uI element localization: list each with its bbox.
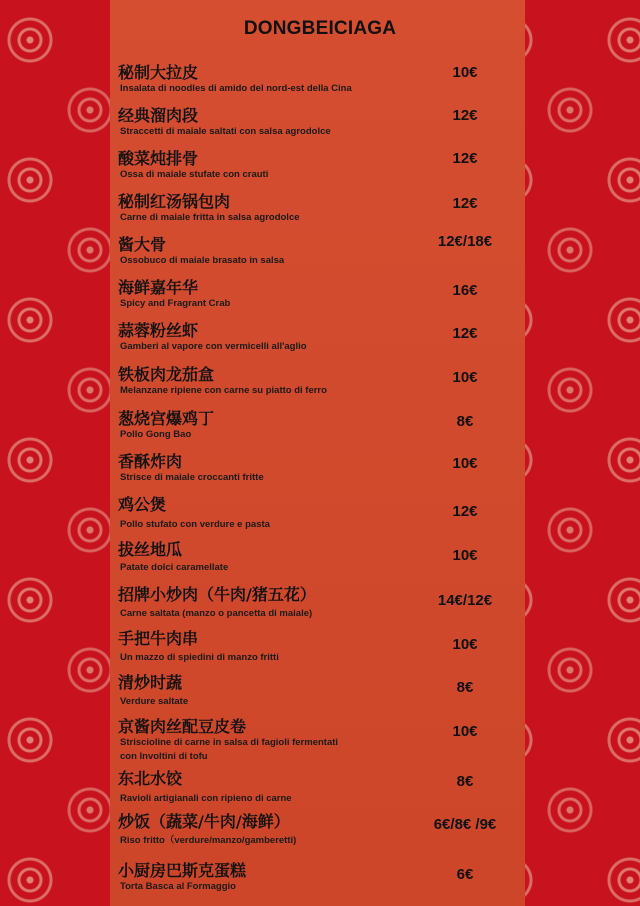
dish-price: 8€	[456, 679, 474, 696]
dish-name-zh: 海鲜嘉年华	[118, 278, 199, 297]
dish-name-it: Pollo stufato con verdure e pasta	[120, 519, 270, 530]
dish-price: 6€	[456, 866, 474, 883]
dish-name-it: Striscioline di carne in salsa di fagioli fermentati	[120, 737, 339, 748]
dish-name-zh: 秘制红汤锅包肉	[118, 192, 231, 211]
dish-price: 12€	[452, 107, 478, 124]
dish-name-it: Strisce di maiale croccanti fritte	[120, 472, 264, 483]
dish-name-zh: 东北水饺	[118, 769, 183, 788]
dish-name-it: Torta Basca al Formaggio	[120, 881, 236, 892]
dish-price: 10€	[452, 455, 478, 472]
dish-name-it: Melanzane ripiene con carne su piatto di ferro	[120, 385, 327, 396]
dish-name-it: Un mazzo di spiedini di manzo fritti	[120, 652, 279, 663]
dish-name-zh: 鸡公煲	[118, 495, 167, 514]
dish-price: 12€	[452, 325, 478, 342]
dish-name-it: Ravioli artigianali con ripieno di carne	[120, 793, 292, 804]
dish-name-zh: 拔丝地瓜	[118, 540, 183, 559]
dish-name-zh: 清炒时蔬	[118, 673, 183, 692]
dish-price: 10€	[452, 369, 478, 386]
dish-price: 10€	[452, 547, 478, 564]
dish-name-it: Carne saltata (manzo o pancetta di maiale)	[120, 608, 313, 619]
dish-name-it: Carne di maiale fritta in salsa agrodolce	[120, 212, 300, 223]
dish-price: 16€	[452, 282, 478, 299]
dish-name-zh: 铁板肉龙茄盒	[118, 365, 215, 384]
dish-name-zh: 酸菜炖排骨	[118, 149, 199, 168]
dish-name-zh: 京酱肉丝配豆皮卷	[118, 717, 247, 736]
dish-name-it: Ossobuco di maiale brasato in salsa	[120, 255, 285, 266]
dish-name-it: Verdure saltate	[120, 696, 189, 707]
dish-name-zh: 香酥炸肉	[118, 452, 183, 471]
dish-price: 12€	[452, 195, 478, 212]
decorative-swirl-border-right	[525, 0, 640, 906]
dish-price: 8€	[456, 773, 474, 790]
dish-name-zh: 秘制大拉皮	[118, 63, 199, 82]
dish-name-it-line2: con Involtini di tofu	[120, 751, 208, 762]
dish-name-it: Patate dolci caramellate	[120, 562, 229, 573]
dish-price: 8€	[456, 413, 474, 430]
dish-name-zh: 手把牛肉串	[118, 629, 199, 648]
dish-name-it: Insalata di noodles di amido del nord-est della Cina	[120, 83, 352, 94]
dish-price: 12€	[452, 150, 478, 167]
dish-price: 10€	[452, 723, 478, 740]
dish-name-it: Gamberi al vapore con vermicelli all'aglio	[120, 341, 307, 352]
decorative-swirl-border-left	[0, 0, 110, 906]
dish-price: 14€/12€	[437, 592, 493, 609]
dish-name-zh: 炒饭（蔬菜/牛肉/海鲜）	[118, 812, 290, 831]
dish-name-zh: 经典溜肉段	[118, 106, 199, 125]
dish-price: 6€/8€ /9€	[433, 816, 497, 833]
dish-price: 10€	[452, 636, 478, 653]
dish-name-it: Ossa di maiale stufate con crauti	[120, 169, 269, 180]
dish-name-it: Pollo Gong Bao	[120, 429, 192, 440]
dish-name-zh: 酱大骨	[118, 235, 167, 254]
dish-price: 10€	[452, 64, 478, 81]
dish-price: 12€/18€	[437, 233, 493, 250]
dish-name-zh: 葱烧宫爆鸡丁	[118, 409, 215, 428]
dish-name-it: Straccetti di maiale saltati con salsa agrodolce	[120, 126, 331, 137]
dish-price: 12€	[452, 503, 478, 520]
dish-name-it: Riso fritto（verdure/manzo/gamberetti)	[120, 835, 297, 846]
dish-name-zh: 招牌小炒肉（牛肉/猪五花）	[118, 585, 316, 604]
menu-title: DONGBEICIAGA	[243, 18, 397, 39]
dish-name-it: Spicy and Fragrant Crab	[120, 298, 231, 309]
dish-name-zh: 小厨房巴斯克蛋糕	[118, 861, 247, 880]
dish-name-zh: 蒜蓉粉丝虾	[118, 321, 199, 340]
